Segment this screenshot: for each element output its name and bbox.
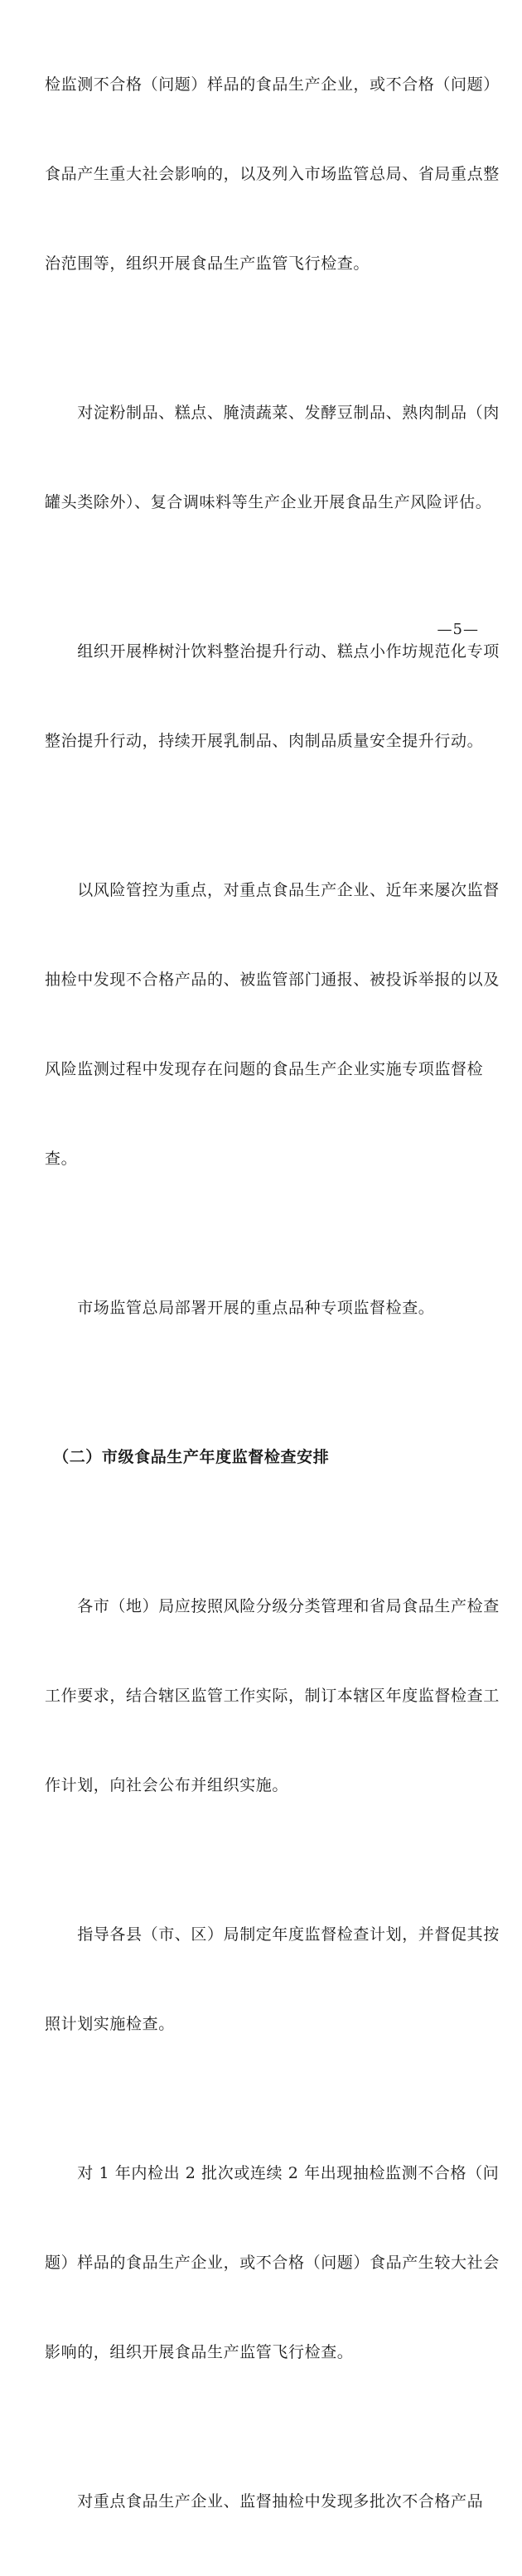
text-line: 影响的，组织开展食品生产监管飞行检查。 bbox=[45, 2343, 354, 2361]
body-text bbox=[45, 10, 500, 2576]
text-line: 罐头类除外）、复合调味料等生产企业开展食品生产风险评估。 bbox=[45, 493, 492, 511]
text-line: 各市（地）局应按照风险分级分类管理和省局食品生产检查 bbox=[45, 1597, 500, 1615]
text-line: 食品产生重大社会影响的，以及列入市场监管总局、省局重点整 bbox=[45, 165, 500, 183]
paragraph-risk-assessment bbox=[45, 338, 500, 577]
paragraph-improvement-actions bbox=[45, 577, 500, 816]
paragraph-city-plan bbox=[45, 1532, 500, 1860]
paragraph-special-inspection bbox=[45, 1233, 484, 1382]
text-line: 整治提升行动，持续开展乳制品、肉制品质量安全提升行动。 bbox=[45, 732, 484, 750]
paragraph-risk-control bbox=[45, 816, 500, 1233]
section-heading-text: （二）市级食品生产年度监督检查安排 bbox=[45, 1448, 330, 1466]
text-line: 抽检中发现不合格产品的、被监管部门通报、被投诉举报的以及 bbox=[45, 971, 500, 989]
text-line: 题）样品的食品生产企业，或不合格（问题）食品产生较大社会 bbox=[45, 2254, 500, 2272]
text-line: 作计划，向社会公布并组织实施。 bbox=[45, 1776, 289, 1794]
text-line: 照计划实施检查。 bbox=[45, 2015, 175, 2033]
text-line: 工作要求，结合辖区监管工作实际，制订本辖区年度监督检查工 bbox=[45, 1687, 500, 1705]
text-line: 检监测不合格（问题）样品的食品生产企业，或不合格（问题） bbox=[45, 75, 500, 94]
paragraph-county-guidance bbox=[45, 1860, 500, 2099]
paragraph-flight-inspection bbox=[45, 2099, 500, 2427]
text-line: 对重点食品生产企业、监督抽检中发现多批次不合格产品 bbox=[45, 2492, 484, 2511]
paragraph-continuation bbox=[45, 10, 500, 338]
text-line: 指导各县（市、区）局制定年度监督检查计划，并督促其按 bbox=[45, 1925, 500, 1944]
text-line: 市场监管总局部署开展的重点品种专项监督检查。 bbox=[45, 1299, 435, 1317]
text-line: 治范围等，组织开展食品生产监管飞行检查。 bbox=[45, 254, 370, 273]
paragraph-key-enterprises bbox=[45, 2427, 484, 2576]
text-line: 对 1 年内检出 2 批次或连续 2 年出现抽检监测不合格（问 bbox=[45, 2164, 500, 2182]
section-heading bbox=[45, 1382, 484, 1532]
text-line: 查。 bbox=[45, 1150, 78, 1168]
text-line: 以风险管控为重点，对重点食品生产企业、近年来屡次监督 bbox=[45, 881, 500, 899]
text-line: 对淀粉制品、糕点、腌渍蔬菜、发酵豆制品、熟肉制品（肉 bbox=[45, 404, 500, 422]
text-line: 组织开展桦树汁饮料整治提升行动、糕点小作坊规范化专项 bbox=[45, 642, 500, 661]
text-line: 风险监测过程中发现存在问题的食品生产企业实施专项监督检 bbox=[45, 1060, 484, 1078]
page-number: —5— bbox=[437, 621, 479, 638]
